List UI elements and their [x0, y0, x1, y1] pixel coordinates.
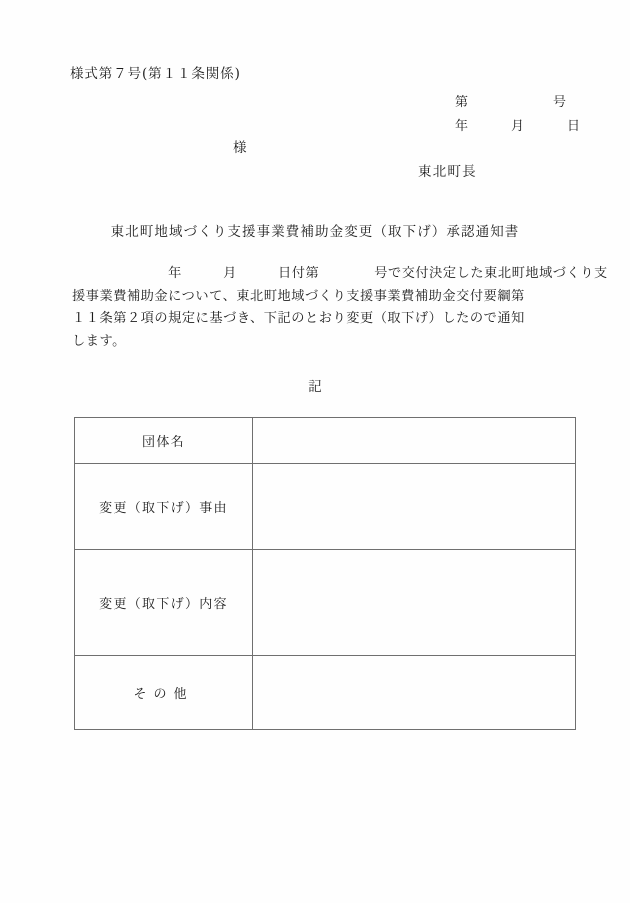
document-date-field: 年 月 日 [455, 119, 582, 134]
table-row-value[interactable] [253, 418, 576, 464]
body-line: １１条第２項の規定に基づき、下記のとおり変更（取下げ）したので通知 [72, 311, 525, 326]
addressee-honorific: 様 [233, 140, 248, 156]
body-line: 援事業費補助金について、東北町地域づくり支援事業費補助金交付要綱第 [72, 288, 525, 304]
table-row-value[interactable] [253, 656, 576, 730]
table-row-value[interactable] [253, 464, 576, 550]
body-line: します。 [72, 333, 126, 349]
table-row [75, 550, 576, 656]
body-paragraph [72, 263, 608, 353]
document-number-field: 第 号 [455, 95, 568, 110]
table-row [75, 464, 576, 550]
table-row-label: 変更（取下げ）事由 [75, 464, 253, 550]
table-row [75, 418, 576, 464]
form-number: 様式第７号(第１１条関係) [70, 66, 241, 82]
table-row-label: 団体名 [75, 418, 253, 464]
table-row [75, 656, 576, 730]
issuer-name: 東北町長 [418, 164, 477, 180]
table-row-label: 変更（取下げ）内容 [75, 550, 253, 656]
table-row-value[interactable] [253, 550, 576, 656]
table-row-label: その他 [75, 656, 253, 730]
document-title: 東北町地域づくり支援事業費補助金変更（取下げ）承認通知書 [110, 224, 520, 240]
body-line: 年 月 日付第 号で交付決定した東北町地域づくり支 [72, 266, 608, 281]
ki-marker: 記 [308, 379, 322, 395]
entry-table [74, 417, 576, 730]
